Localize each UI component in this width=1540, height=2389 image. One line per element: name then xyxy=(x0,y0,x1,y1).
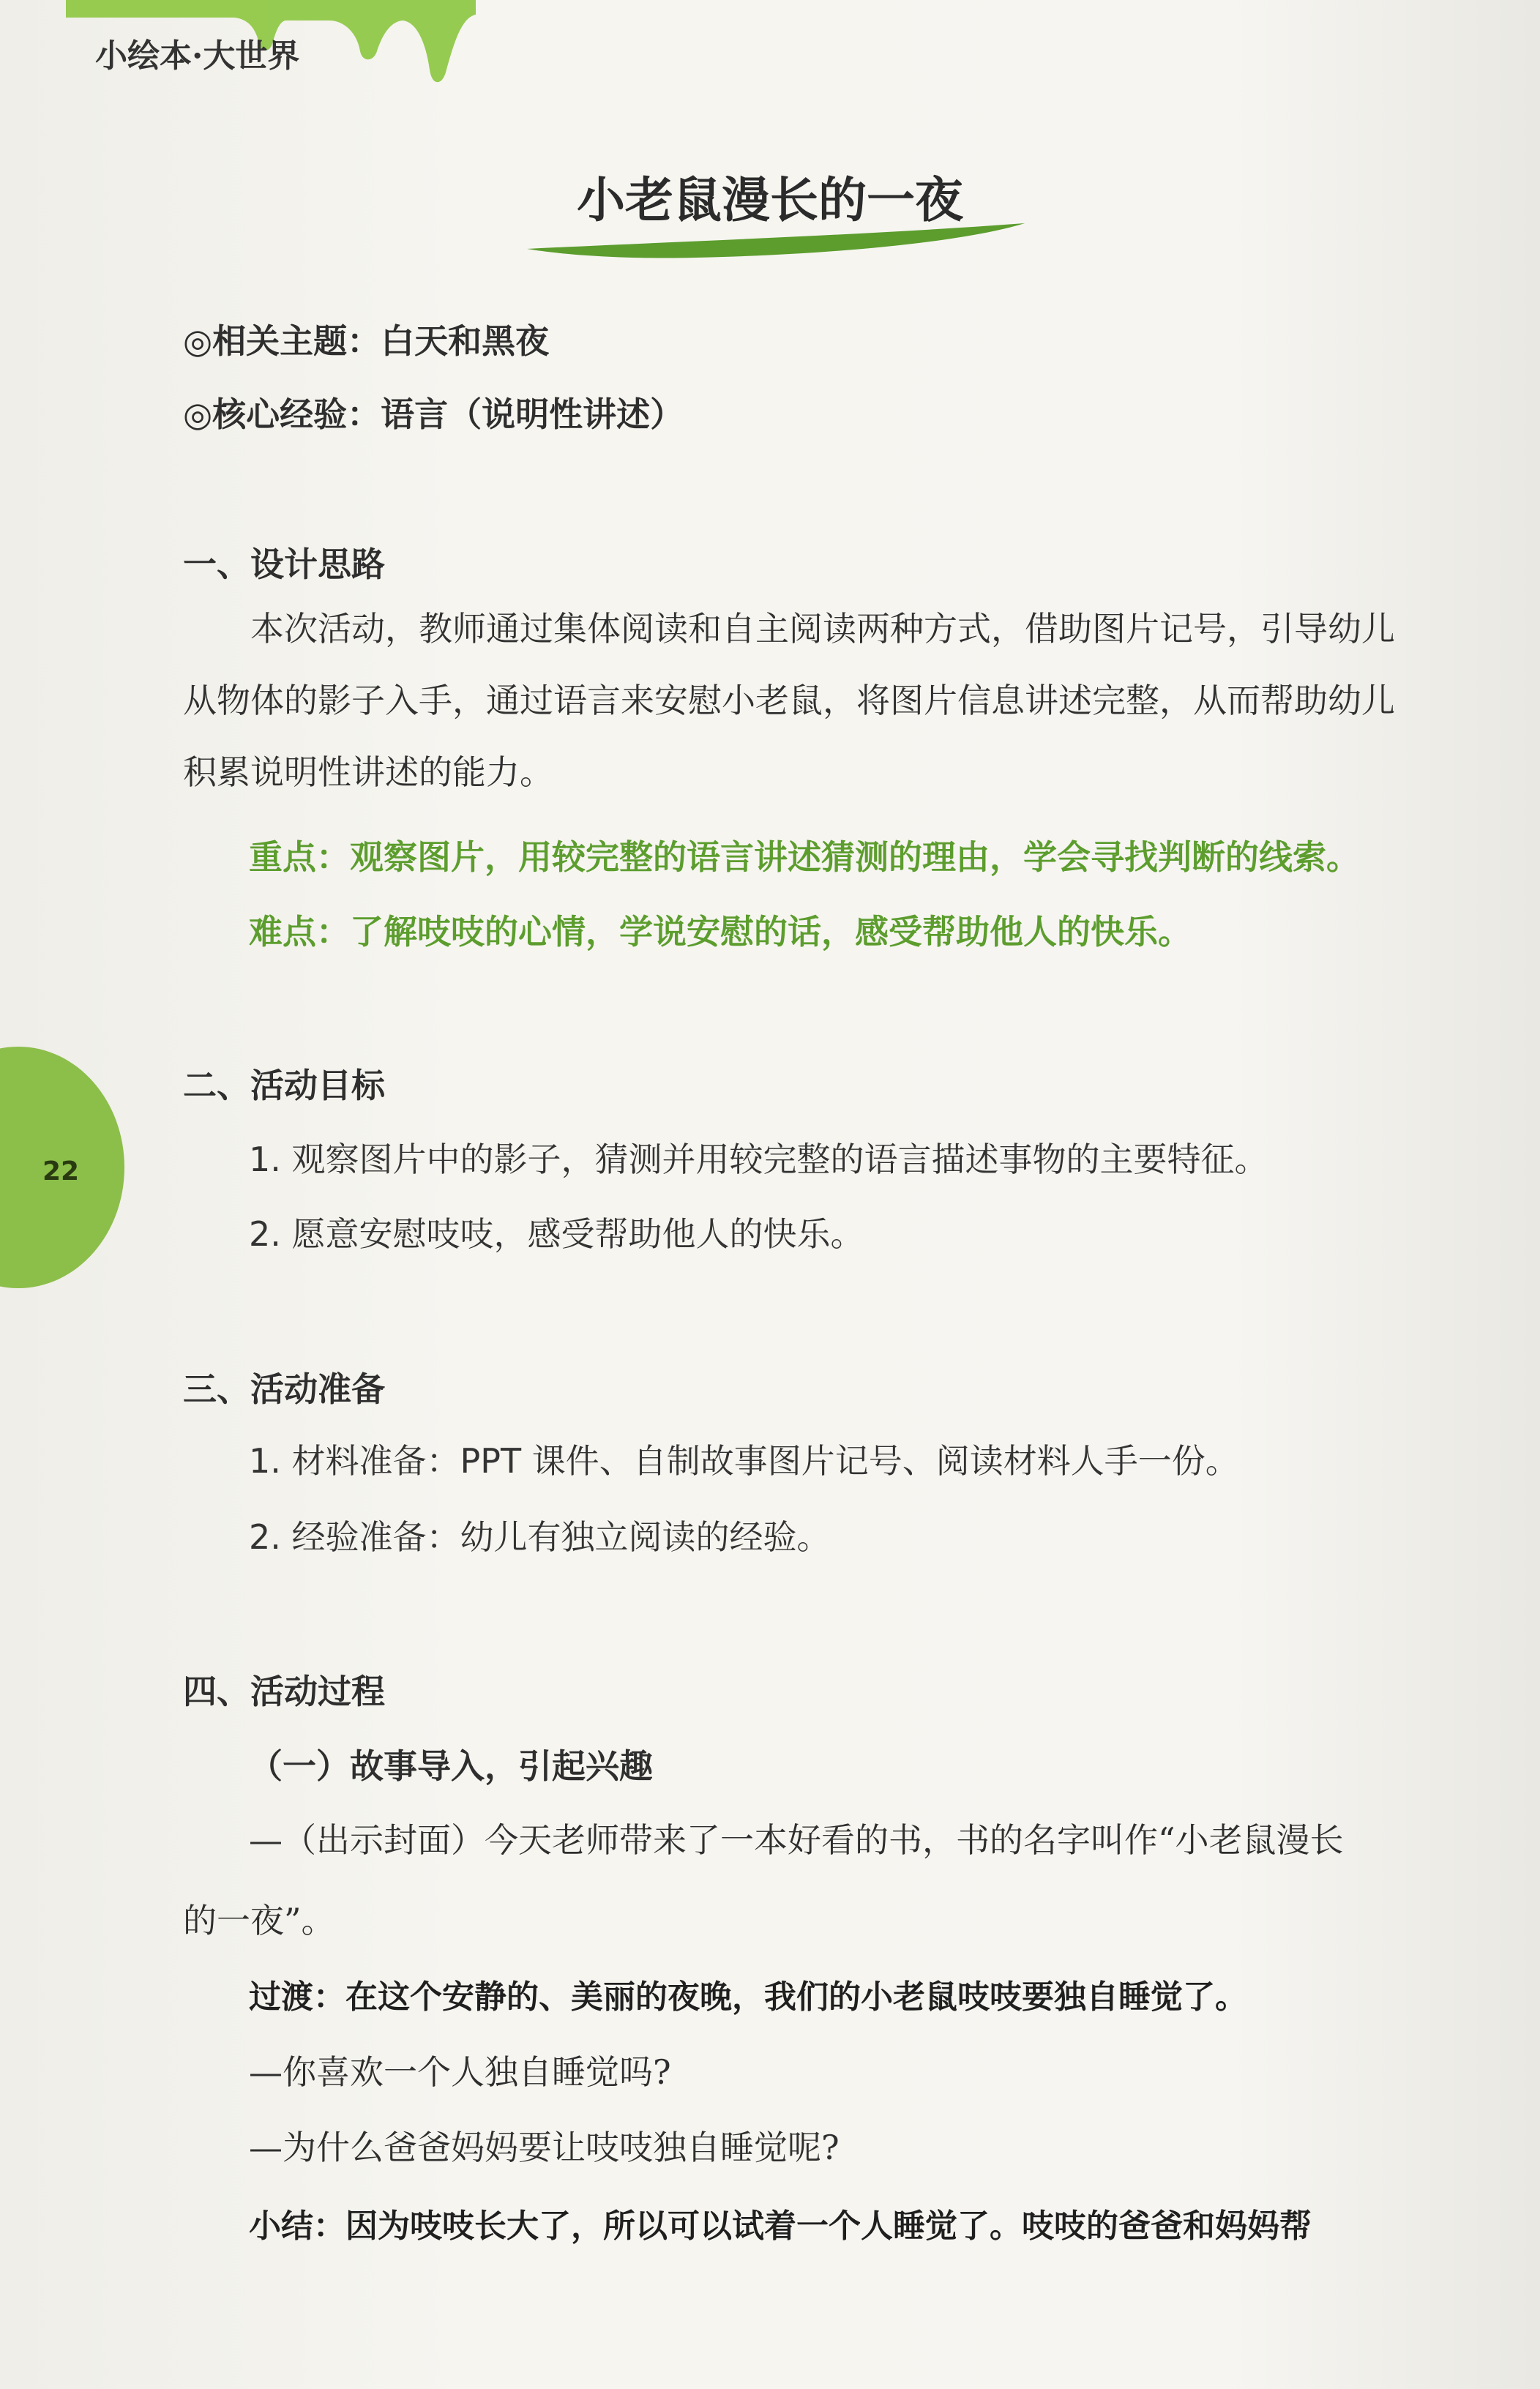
question-line: —为什么爸爸妈妈要让吱吱独自睡觉呢? xyxy=(249,2128,840,2167)
related-theme: ◎相关主题：白天和黑夜 xyxy=(183,321,550,361)
transition-text: 过渡：在这个安静的、美丽的夜晚，我们的小老鼠吱吱要独自睡觉了。 xyxy=(249,1978,1247,2016)
intro-line: 的一夜”。 xyxy=(183,1901,335,1940)
summary-text: 小结：因为吱吱长大了，所以可以试着一个人睡觉了。吱吱的爸爸和妈妈帮 xyxy=(249,2207,1312,2245)
section-heading-design: 一、设计思路 xyxy=(183,545,385,584)
page-title: 小老鼠漫长的一夜 xyxy=(577,171,963,228)
title-underline-swoosh xyxy=(527,220,1025,263)
core-experience: ◎核心经验：语言（说明性讲述） xyxy=(183,395,684,434)
design-paragraph: 本次活动，教师通过集体阅读和自主阅读两种方式，借助图片记号，引导幼儿从物体的影子入手，通过语言来安慰小老鼠，将图片信息讲述完整，从而帮助幼儿积累说明性讲述的能力。 xyxy=(183,609,1395,792)
section-heading-process: 四、活动过程 xyxy=(183,1672,385,1711)
preparation-item: 2. 经验准备：幼儿有独立阅读的经验。 xyxy=(249,1517,831,1557)
question-line: —你喜欢一个人独自睡觉吗? xyxy=(249,2052,671,2092)
difficult-point: 难点：了解吱吱的心情，学说安慰的话，感受帮助他人的快乐。 xyxy=(249,912,1192,952)
page-number: 22 xyxy=(42,1156,80,1186)
process-subheading: （一）故事导入，引起兴趣 xyxy=(249,1746,653,1786)
section-heading-preparation: 三、活动准备 xyxy=(183,1369,385,1409)
running-head: 小绘本·大世界 xyxy=(95,37,300,75)
section-heading-goals: 二、活动目标 xyxy=(183,1066,385,1105)
preparation-item: 1. 材料准备：PPT 课件、自制故事图片记号、阅读材料人手一份。 xyxy=(249,1441,1239,1481)
goal-item: 1. 观察图片中的影子，猜测并用较完整的语言描述事物的主要特征。 xyxy=(249,1140,1268,1179)
goal-item: 2. 愿意安慰吱吱，感受帮助他人的快乐。 xyxy=(249,1214,864,1254)
key-point: 重点：观察图片，用较完整的语言讲述猜测的理由，学会寻找判断的线索。 xyxy=(249,837,1360,877)
intro-line: —（出示封面）今天老师带来了一本好看的书，书的名字叫作“小老鼠漫长 xyxy=(249,1820,1344,1860)
